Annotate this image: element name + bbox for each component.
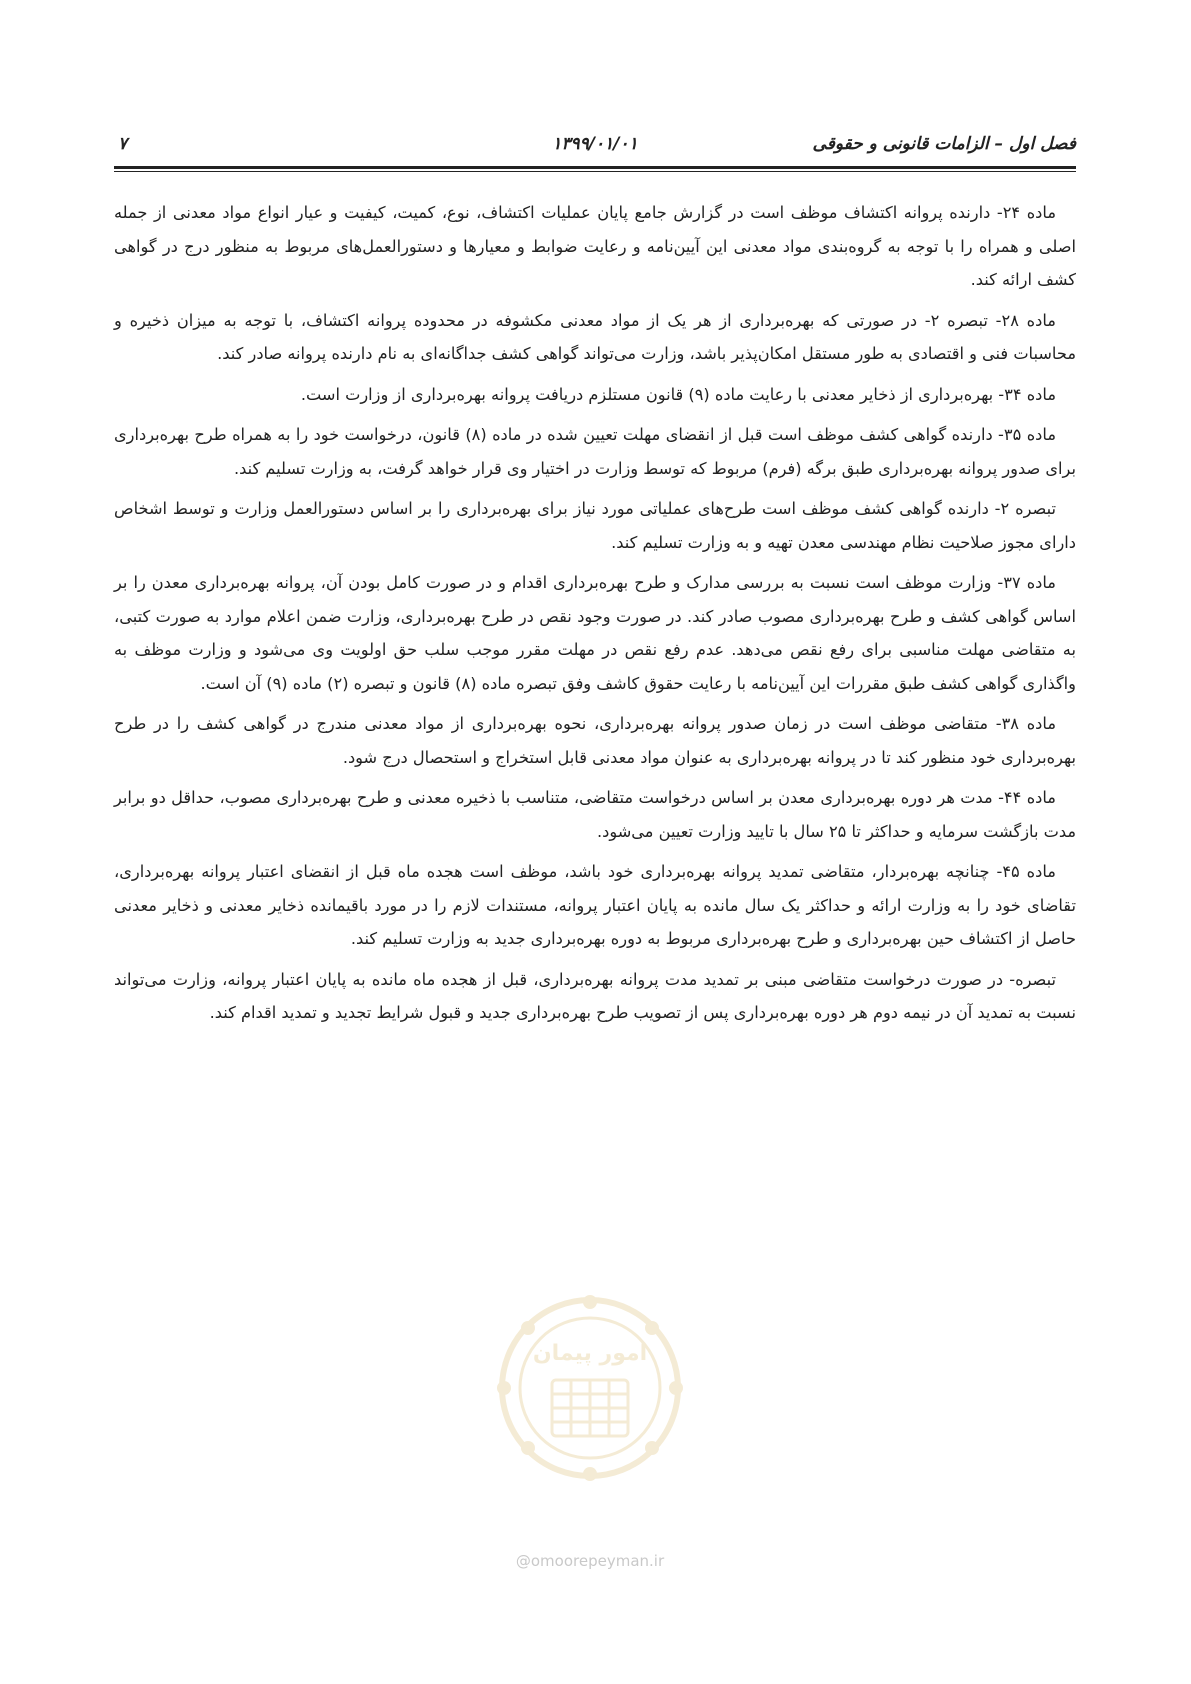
paragraph-note-2: تبصره ۲- دارنده گواهی کشف موظف است طرح‌های عملیاتی مورد نیاز برای بهره‌برداری را بر اساس دستورالعمل وزارت و توسط اشخاص دارای مجوز صلاحیت نظام مهندسی معدن تهیه و به وزارت تسلیم کند. — [114, 499, 1076, 552]
paragraph-article-35: ماده ۳۵- دارنده گواهی کشف موظف است قبل از انقضای مهلت تعیین شده در ماده (۸) قانون، درخواست خود را به همراه طرح بهره‌برداری برای صدور پروانه بهره‌برداری طبق برگه (فرم) مربوط که توسط وزارت در اختیار وی قرار خواهد گرفت، به وزارت تسلیم کند. — [114, 425, 1076, 478]
paragraph-note-extension: تبصره- در صورت درخواست متقاضی مبنی بر تمدید مدت پروانه بهره‌برداری، قبل از هجده ماه مانده به پایان اعتبار پروانه، وزارت می‌تواند نسبت به تمدید آن در نیمه دوم هر دوره بهره‌برداری پس از تصویب طرح بهره‌برداری جدید و قبول شرایط تجدید و تمدید اقدام کند. — [114, 969, 1076, 1022]
paragraph-article-44: ماده ۴۴- مدت هر دوره بهره‌برداری معدن بر اساس درخواست متقاضی، متناسب با ذخیره معدنی و طرح بهره‌برداری مصوب، حداقل دو برابر مدت بازگشت سرمایه و حداکثر تا ۲۵ سال با تایید وزارت تعیین می‌شود. — [114, 788, 1076, 841]
paragraph-article-34: ماده ۳۴- بهره‌برداری از ذخایر معدنی با رعایت ماده (۹) قانون مستلزم دریافت پروانه بهره‌برداری از وزارت است. — [300, 384, 1056, 404]
page-header — [114, 128, 1076, 162]
header-date: ۱۳۹۹/۰۱/۰۱ — [552, 134, 638, 154]
paragraph-article-37: ماده ۳۷- وزارت موظف است نسبت به بررسی مدارک و طرح بهره‌برداری اقدام و در صورت کامل بودن آن، پروانه بهره‌برداری معدن را بر اساس گواهی کشف و طرح بهره‌برداری مصوب صادر کند. در صورت وجود نقص در طرح بهره‌برداری، وزارت ضمن اعلام موارد به صورت کتبی، به متقاضی مهلت مناسبی برای رفع نقص می‌دهد. عدم رفع نقص در مهلت مقرر موجب سلب حق اولویت وی می‌شود و وزارت موظف به واگذاری گواهی کشف طبق مقررات این آیین‌نامه با رعایت حقوق کاشف وفق تبصره ماده (۸) قانون و تبصره (۲) ماده (۹) آن است. — [114, 573, 1076, 693]
header-divider — [114, 166, 1076, 169]
header-divider-thin — [114, 171, 1076, 172]
paragraph-article-28-note-2: ماده ۲۸- تبصره ۲- در صورتی که بهره‌برداری از هر یک از مواد معدنی مکشوفه در محدوده پروانه اکتشاف، با توجه به میزان ذخیره و محاسبات فنی و اقتصادی به طور مستقل امکان‌پذیر باشد، وزارت می‌تواند گواهی کشف جداگانه‌ای به نام دارنده پروانه صادر کند. — [114, 310, 1076, 363]
page-number: ۷ — [118, 134, 128, 154]
watermark-url: @omoorepeyman.ir — [515, 1552, 665, 1570]
watermark-logo — [490, 1288, 690, 1488]
paragraph-article-24: ماده ۲۴- دارنده پروانه اکتشاف موظف است در گزارش جامع پایان عملیات اکتشاف، نوع، کمیت، کیفیت و عیار انواع مواد معدنی از جمله اصلی و همراه را با توجه به گروه‌بندی مواد معدنی این آیین‌نامه و رعایت ضوابط و معیارها و دستورالعمل‌های مربوط به منظور درج در گواهی کشف ارائه کند. — [114, 203, 1076, 289]
document-body — [114, 196, 1076, 1037]
watermark-logo-text: امور پیمان — [532, 1341, 648, 1366]
paragraph-article-45: ماده ۴۵- چنانچه بهره‌بردار، متقاضی تمدید پروانه بهره‌برداری خود باشد، موظف است هجده ماه قبل از انقضای اعتبار پروانه بهره‌برداری، تقاضای خود را به وزارت ارائه و حداکثر یک سال مانده به پایان اعتبار پروانه، مستندات لازم را در مورد باقیمانده ذخایر معدنی و ذخایر معدنی حاصل از اکتشاف حین بهره‌برداری و طرح بهره‌برداری مربوط به دوره بهره‌برداری جدید به وزارت تسلیم کند. — [114, 862, 1076, 948]
chapter-title: فصل اول – الزامات قانونی و حقوقی — [812, 134, 1076, 154]
paragraph-article-38: ماده ۳۸- متقاضی موظف است در زمان صدور پروانه بهره‌برداری، نحوه بهره‌برداری از مواد معدنی مندرج در گواهی کشف را در طرح بهره‌برداری خود منظور کند تا در پروانه بهره‌برداری به عنوان مواد معدنی قابل استخراج و استحصال درج شود. — [114, 714, 1076, 767]
